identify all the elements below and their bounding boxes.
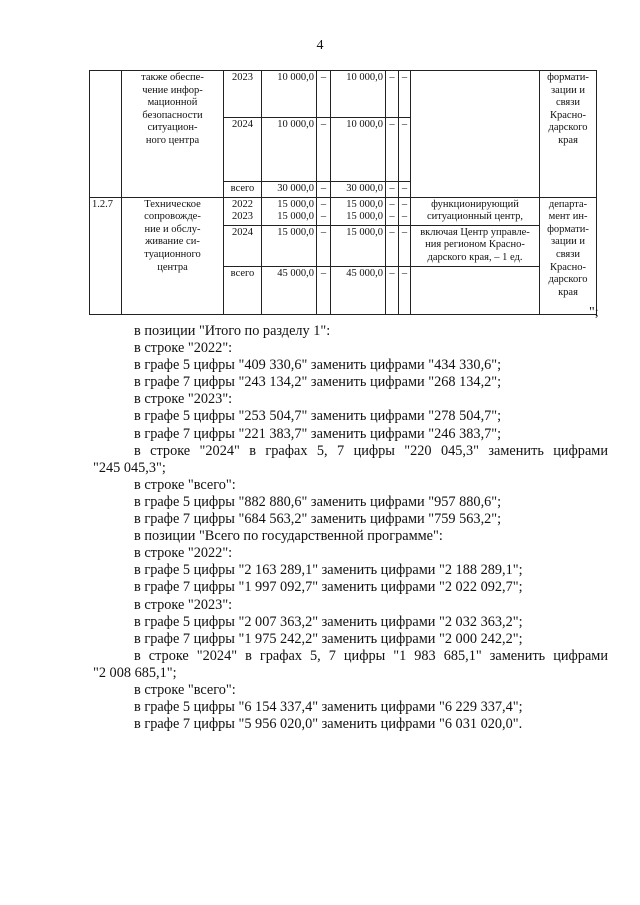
year-cell: 2024 [224, 118, 262, 182]
org-line: Красно- [550, 109, 586, 121]
value-col7: 10 000,0 [331, 118, 386, 182]
value-col8: – [386, 225, 399, 266]
text-line: в строке "всего": [134, 681, 236, 698]
result-line: дарского края, – 1 ед. [427, 251, 523, 263]
value-2022: 15 000,0 [277, 198, 314, 210]
page-number: 4 [316, 38, 324, 53]
result-cell-cont [411, 225, 540, 266]
text-line: в графе 5 цифры "2 163 289,1" заменить цифрами "2 188 289,1"; [134, 562, 523, 579]
value-col6: – [317, 266, 331, 314]
text-line: в графе 5 цифры "409 330,6" заменить цифрами "434 330,6"; [134, 357, 502, 374]
value-col6: – [317, 71, 331, 118]
text-line: "2 008 685,1"; [93, 664, 177, 681]
text-line: в строке "2022": [134, 545, 233, 562]
value-col8: – [386, 71, 399, 118]
name-line: туационного [144, 248, 201, 260]
text-line: в строке "2023": [134, 391, 233, 408]
value-col7 [331, 197, 386, 225]
result-line: ния регионом Красно- [425, 239, 525, 251]
value-col7: 45 000,0 [331, 266, 386, 314]
dash: – [320, 211, 327, 223]
org-line: Красно- [550, 261, 586, 273]
text-line: в графе 7 цифры "1 975 242,2" заменить цифрами "2 000 242,2"; [134, 630, 523, 647]
org-line: формати- [547, 72, 589, 83]
value-col8: – [386, 266, 399, 314]
org-line: мент ин- [548, 211, 588, 223]
name-line: живание си- [145, 236, 200, 248]
text-line: в строке "2022": [134, 340, 233, 357]
org-line: зации и [551, 84, 585, 96]
org-line: связи [555, 97, 581, 109]
year-cell [224, 197, 262, 225]
activity-name-cell [122, 197, 224, 314]
text-line: в графе 7 цифры "221 383,7" заменить цифрами "246 383,7"; [134, 425, 502, 442]
year-cell: всего [224, 182, 262, 198]
org-line: края [558, 134, 578, 146]
name-line: сопровожде- [144, 211, 201, 223]
value-col9: – [399, 182, 411, 198]
dash: – [320, 198, 327, 210]
closing-quote: "; [589, 305, 599, 320]
value-col6 [317, 197, 331, 225]
text-line: в графе 7 цифры "684 563,2" заменить цифрами "759 563,2"; [134, 511, 502, 528]
text-line: в строке "2023": [134, 596, 233, 613]
result-cell [411, 71, 540, 198]
name-line: Техническое [144, 198, 201, 210]
text-line: в позиции "Всего по государственной программе": [134, 528, 443, 545]
result-cell-end [411, 266, 540, 314]
amendment-text [93, 323, 608, 733]
value-col6: – [317, 182, 331, 198]
value-col5 [262, 197, 317, 225]
table-row [90, 71, 597, 118]
org-line: департа- [548, 198, 588, 210]
org-line: дарского [548, 122, 588, 134]
value-col7: 30 000,0 [331, 182, 386, 198]
value-col6: – [317, 225, 331, 266]
value-col6: – [317, 118, 331, 182]
text-line: в графе 7 цифры "243 134,2" заменить цифрами "268 134,2"; [134, 374, 502, 391]
org-line: формати- [547, 223, 589, 235]
org-line: края [558, 286, 578, 298]
value-col9: – [399, 71, 411, 118]
value-col7: 15 000,0 [331, 225, 386, 266]
name-line: ние и обслу- [144, 223, 201, 235]
value-col8: – [386, 182, 399, 198]
value-col5: 45 000,0 [262, 266, 317, 314]
name-line: центра [157, 261, 188, 273]
result-line: функционирующий [431, 198, 519, 210]
value-2022: 15 000,0 [346, 198, 383, 210]
value-col5: 30 000,0 [262, 182, 317, 198]
value-2023: 15 000,0 [346, 211, 383, 223]
value-col9: – [399, 118, 411, 182]
executor-cell [540, 197, 597, 314]
value-col8 [386, 197, 399, 225]
activity-name-cell [122, 71, 224, 198]
text-line: в графе 7 цифры "1 997 092,7" заменить цифрами "2 022 092,7"; [134, 579, 523, 596]
year-cell: 2023 [224, 71, 262, 118]
org-line: зации и [551, 236, 585, 248]
value-col7: 10 000,0 [331, 71, 386, 118]
name-line: ситуацион- [147, 122, 198, 134]
dash: – [389, 211, 395, 223]
value-col9: – [399, 225, 411, 266]
value-2023: 15 000,0 [277, 211, 314, 223]
name-line: ного центра [145, 134, 200, 146]
year-cell: 2024 [224, 225, 262, 266]
year-cell: всего [224, 266, 262, 314]
result-line: ситуационный центр, [426, 211, 524, 223]
result-line: включая Центр управле- [420, 226, 530, 238]
table-row [90, 197, 597, 225]
text-line: в графе 5 цифры "253 504,7" заменить цифрами "278 504,7"; [134, 408, 502, 425]
value-col5: 15 000,0 [262, 225, 317, 266]
value-col5: 10 000,0 [262, 118, 317, 182]
text-line: в строке "2024" в графах 5, 7 цифры "1 983 685,1" заменить цифрами [134, 647, 608, 664]
text-line: в строке "2024" в графах 5, 7 цифры "220 045,3" заменить цифрами [134, 442, 608, 459]
text-line: в графе 5 цифры "2 007 363,2" заменить цифрами "2 032 363,2"; [134, 613, 523, 630]
value-col9 [399, 197, 411, 225]
year-2023: 2023 [232, 211, 253, 223]
name-line: безопасности [142, 109, 203, 121]
year-2022: 2022 [232, 198, 253, 210]
row-number-cell [90, 71, 122, 198]
text-line: "245 045,3"; [93, 459, 166, 476]
text-line: в графе 5 цифры "6 154 337,4" заменить цифрами "6 229 337,4"; [134, 699, 523, 716]
name-line: также обеспе- [141, 72, 204, 83]
name-line: мационной [147, 97, 198, 109]
row-number-cell: 1.2.7 [90, 197, 122, 314]
dash: – [401, 198, 408, 210]
text-line: в позиции "Итого по разделу 1": [134, 323, 331, 339]
text-line: в строке "всего": [134, 476, 236, 493]
value-col9: – [399, 266, 411, 314]
text-line: в графе 5 цифры "882 880,6" заменить цифрами "957 880,6"; [134, 493, 502, 510]
name-line: чение инфор- [142, 84, 203, 96]
value-col8: – [386, 118, 399, 182]
result-cell [411, 197, 540, 225]
program-table [89, 70, 597, 315]
text-line: в графе 7 цифры "5 956 020,0" заменить цифрами "6 031 020,0". [134, 716, 523, 733]
dash: – [389, 198, 395, 210]
value-col5: 10 000,0 [262, 71, 317, 118]
org-line: дарского [548, 274, 588, 286]
org-line: связи [555, 248, 581, 260]
executor-cell [540, 71, 597, 198]
dash: – [401, 211, 408, 223]
